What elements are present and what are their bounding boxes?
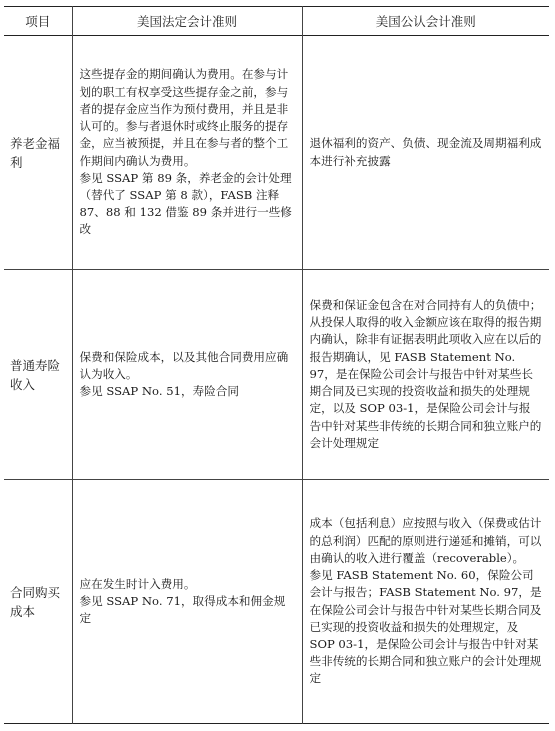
- gaap-cell: [302, 270, 549, 480]
- gaap-text: 保费和保证金包含在对合同持有人的负债中；从投保人取得的收入金额应该在取得的报告期内确认，除非有证据表明此项收入应在以后的报告期确认，见 FASB Statement No. 97，是在保险公司会计与报告中针对某些长期合同及已实现的投资收益和损失的处理规定，以及 SOP 03-1，是保险公司会计与报告中针对某些非传统的长期合同和独立账户的会计处理规定: [309, 298, 542, 450]
- table-row: [4, 270, 549, 480]
- statutory-reference: 参见 SSAP No. 51，寿险合同: [79, 384, 239, 399]
- statutory-reference: 参见 SSAP 第 89 条，养老金的会计处理（替代了 SSAP 第 8 款），FASB 注释 87、88 和 132 借鉴 89 条并进行一些修改: [79, 170, 292, 237]
- comparison-table: [4, 6, 549, 724]
- statutory-cell: [72, 480, 302, 724]
- table-row: [4, 36, 549, 270]
- gaap-reference: 参见 FASB Statement No. 60，保险公司会计与报告；FASB Statement No. 97，是在保险公司会计与报告中针对某些长期合同及已实现的投资收益和损失的处理规定，及 SOP 03-1，是保险公司会计与报告中针对某些非传统的长期合同和独立账户的会计处理规定: [309, 568, 542, 686]
- statutory-text: 应在发生时计入费用。: [79, 576, 196, 591]
- gaap-cell: [302, 36, 549, 270]
- comparison-table-wrapper: [4, 6, 549, 724]
- gaap-cell: [302, 480, 549, 724]
- header-statutory: 美国法定会计准则: [72, 7, 302, 36]
- gaap-text: 退休福利的资产、负债、现金流及周期福利成本进行补充披露: [309, 136, 542, 168]
- statutory-cell: [72, 270, 302, 480]
- statutory-text: 保费和保险成本，以及其他合同费用应确认为收入。: [79, 349, 289, 381]
- statutory-cell: [72, 36, 302, 270]
- statutory-reference: 参见 SSAP No. 71，取得成本和佣金规定: [79, 593, 286, 626]
- row-item: 普通寿险收入: [10, 357, 61, 392]
- gaap-text: 成本（包括利息）应按照与收入（保费或估计的总利润）匹配的原则进行递延和摊销，可以由确认的收入进行覆盖（recoverable）。: [309, 516, 542, 565]
- row-item: 养老金福利: [10, 135, 61, 170]
- header-gaap: 美国公认会计准则: [302, 7, 549, 36]
- statutory-text: 这些提存金的期间确认为费用。在参与计划的职工有权享受这些提存金之前，参与者的提存金应当作为预付费用，并且是非认可的。参与者退休时或终止服务的提存金，应当被预提，并且在参与者的整个工作期间内确认为费用。: [79, 67, 289, 168]
- table-row: [4, 480, 549, 724]
- header-item: 项目: [25, 14, 51, 29]
- row-item: 合同购买成本: [10, 584, 61, 619]
- header-row: [4, 7, 549, 36]
